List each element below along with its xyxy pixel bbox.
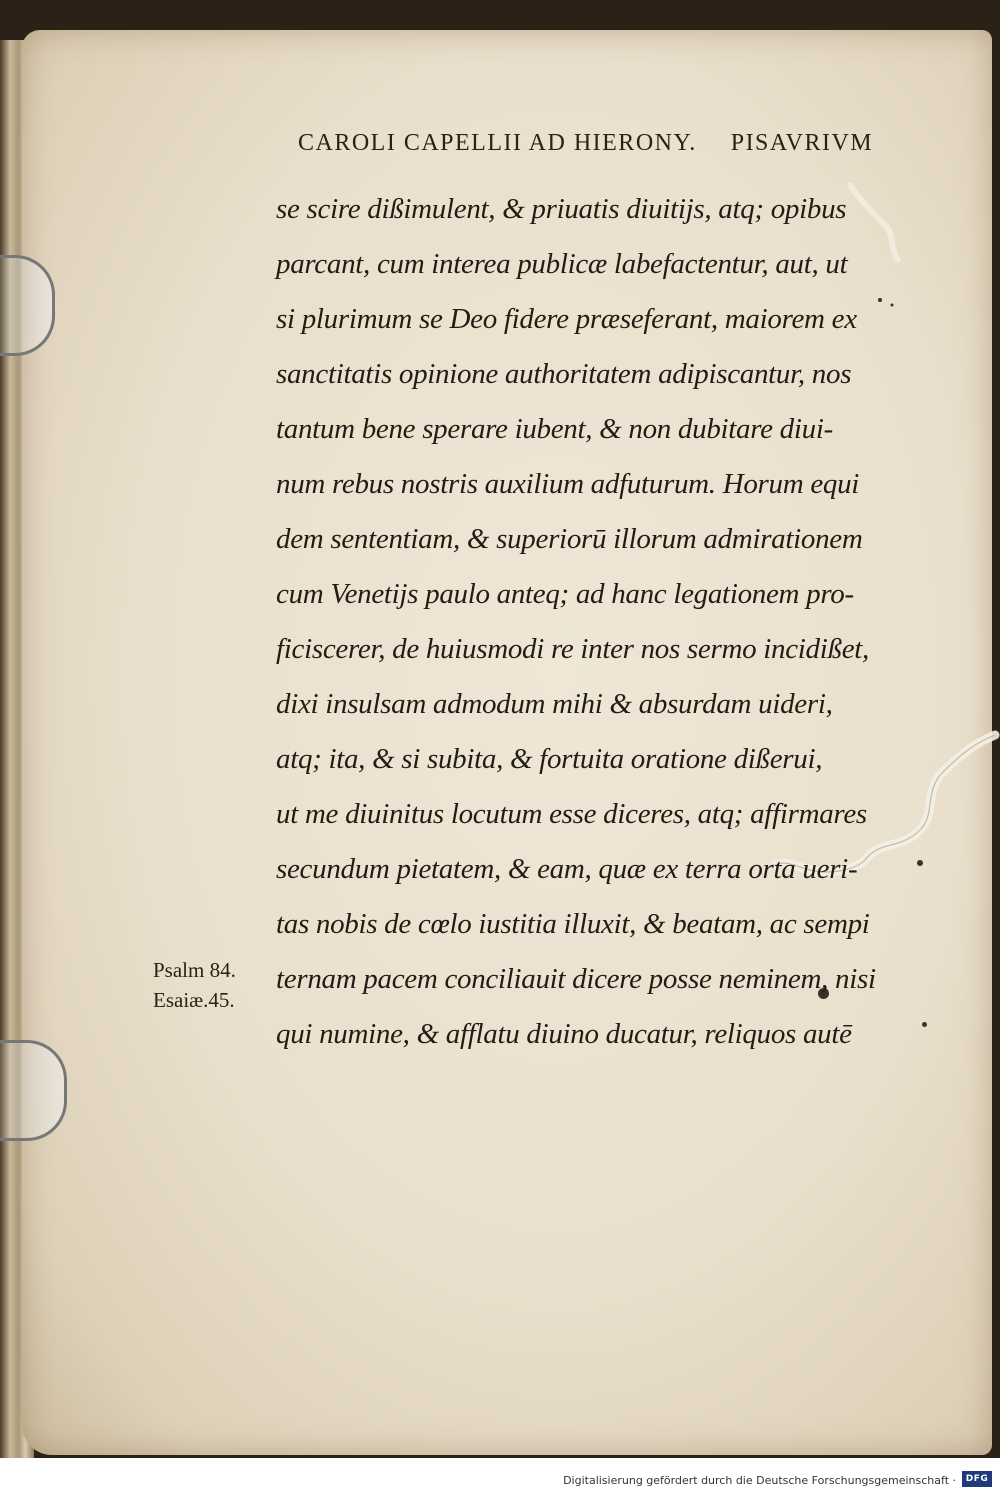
margin-note-esaiae: Esaiæ.45. [153, 988, 235, 1012]
page-clip-bottom [0, 1040, 67, 1141]
text-line: si plurimum se Deo fidere præseferant, maiorem ex [276, 303, 857, 335]
running-head-title: CAROLI CAPELLII AD HIERONY. [298, 130, 697, 156]
text-line: ut me diuinitus locutum esse diceres, atq; affirmares [276, 798, 867, 830]
text-line: dem sententiam, & superiorū illorum admirationem [276, 523, 863, 555]
text-line: ternam pacem conciliauit dicere posse neminem, nisi [276, 963, 876, 995]
text-line: num rebus nostris auxilium adfuturum. Horum equi [276, 468, 860, 500]
margin-notes [153, 955, 236, 1015]
ink-spot [922, 1022, 927, 1027]
text-line: ficiscerer, de huiusmodi re inter nos sermo incidißet, [276, 633, 869, 665]
ink-spot [917, 860, 923, 866]
text-line: sanctitatis opinione authoritatem adipiscantur, nos [276, 358, 852, 390]
dfg-logo: DFG [962, 1471, 992, 1487]
text-line: atq; ita, & si subita, & fortuita oratione dißerui, [276, 743, 823, 775]
running-head [298, 130, 873, 157]
text-line: parcant, cum interea publicæ labefactentur, aut, ut [276, 248, 848, 280]
digitization-credit: Digitalisierung gefördert durch die Deutsche Forschungsgemeinschaft · [563, 1474, 956, 1487]
text-line: tas nobis de cœlo iustitia illuxit, & beatam, ac sempi [276, 908, 870, 940]
text-line: cum Venetijs paulo anteq; ad hanc legationem pro- [276, 578, 854, 610]
running-head-place: PISAVRIVM [730, 130, 874, 156]
text-line: se scire dißimulent, & priuatis diuitijs, atq; opibus [276, 193, 847, 225]
text-line: qui numine, & afflatu diuino ducatur, reliquos autē [276, 1018, 852, 1050]
body-text [276, 182, 886, 1062]
text-line: dixi insulsam admodum mihi & absurdam uideri, [276, 688, 833, 720]
text-line: secundum pietatem, & eam, quæ ex terra orta ueri- [276, 853, 858, 885]
margin-note-psalm: Psalm 84. [153, 958, 236, 982]
text-line: tantum bene sperare iubent, & non dubitare diui- [276, 413, 833, 445]
